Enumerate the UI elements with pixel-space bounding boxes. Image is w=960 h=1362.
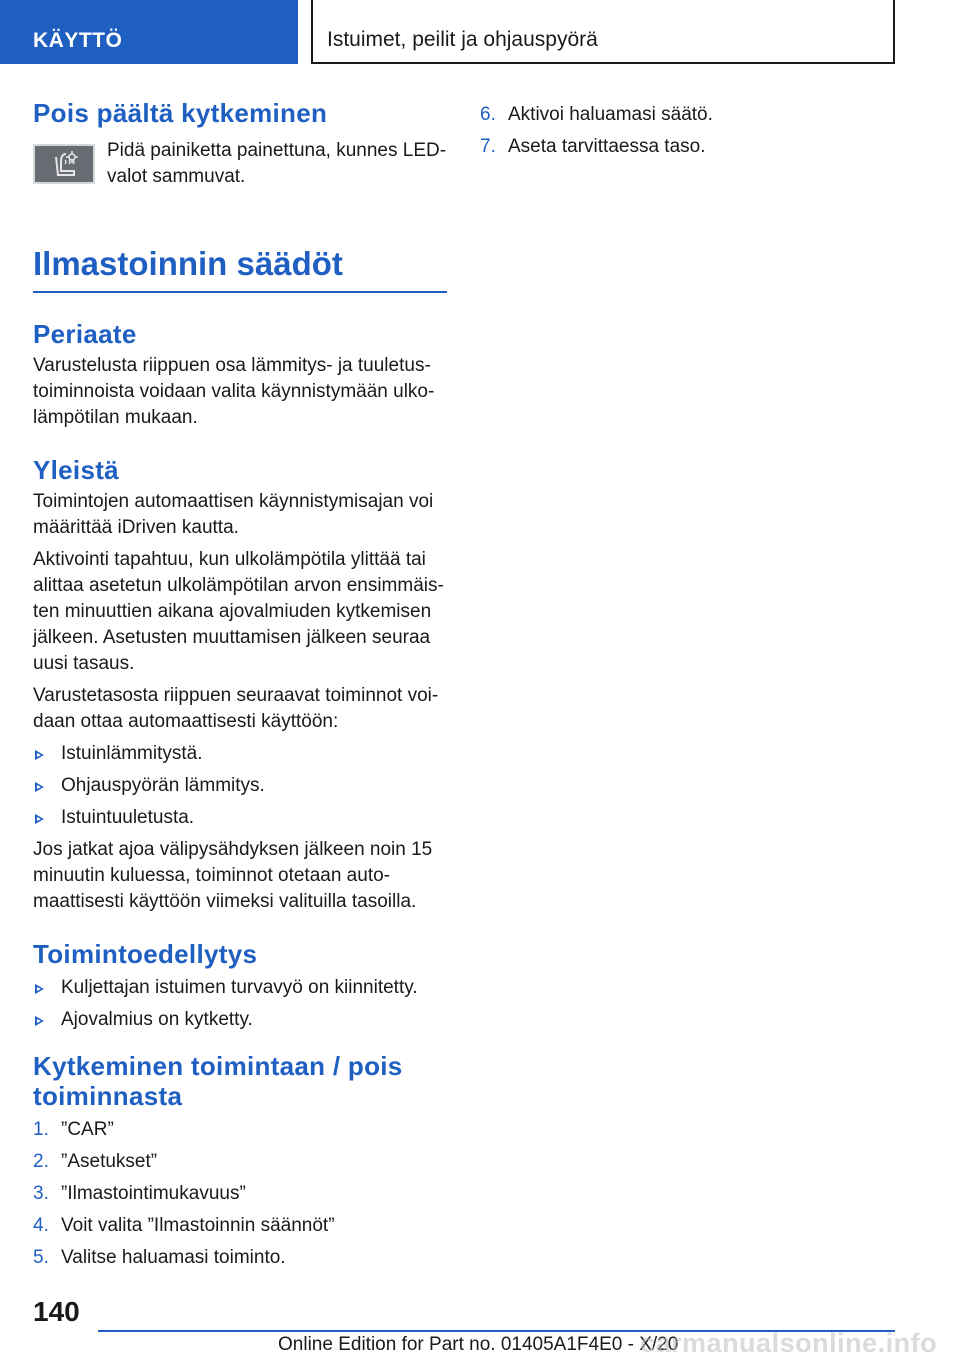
list-item: Ohjauspyörän lämmitys.: [33, 773, 447, 799]
general-paragraph-1: Toimintojen automaattisen käynnistymisajan voi määrittää iDriven kautta.: [33, 491, 434, 538]
triangle-bullet-icon: [35, 750, 44, 760]
footer-edition-text: Online Edition for Part no. 01405A1F4E0 - X/20: [278, 1334, 679, 1355]
principle-text: Varustelusta riippuen osa lämmitys- ja tuuletus-toiminnoista voidaan valita käynnistymään ulko-lämpötilan mukaan.: [33, 355, 435, 428]
off-section-text: Pidä painiketta painettuna, kunnes LED-valot sammuvat.: [107, 140, 447, 187]
general-closing-text: Jos jatkat ajoa välipysähdyksen jälkeen noin 15 minuutin kuluessa, toiminnot otetaan auto-maattisesti käyttöön viimeksi valituilla tasoilla.: [33, 839, 433, 912]
off-section-row: [33, 138, 447, 190]
list-item: 1. ”CAR”: [33, 1119, 114, 1140]
general-heading: Yleistä: [33, 455, 119, 485]
toggle-heading: Kytkeminen toimintaan / pois toiminnasta: [33, 1051, 403, 1111]
off-section-heading: Pois päältä kytkeminen: [33, 98, 328, 128]
toggle-steps-list-continued: [480, 102, 900, 160]
list-item: Ajovalmius on kytketty.: [33, 1007, 447, 1033]
triangle-bullet-icon: [35, 814, 44, 824]
principle-heading: Periaate: [33, 319, 137, 349]
list-item: 7. Aseta tarvittaessa taso.: [480, 136, 706, 157]
list-item: 6. Aktivoi haluamasi säätö.: [480, 104, 713, 125]
watermark: carmanualsonline.info: [640, 1328, 938, 1358]
triangle-bullet-icon: [35, 1016, 44, 1026]
header-chapter-title: Istuimet, peilit ja ohjauspyörä: [311, 0, 895, 64]
requirements-bullet-list: [33, 975, 447, 1033]
list-item: 4. Voit valita ”Ilmastoinnin säännöt”: [33, 1215, 335, 1236]
main-heading: Ilmastoinnin säädöt: [33, 245, 343, 282]
triangle-bullet-icon: [35, 782, 44, 792]
right-column: [480, 98, 900, 166]
list-item: 2. ”Asetukset”: [33, 1151, 158, 1172]
list-item: Istuinlämmitystä.: [33, 741, 447, 767]
heading-rule: [33, 291, 447, 293]
general-paragraph-2: Aktivointi tapahtuu, kun ulkolämpötila ylittää tai alittaa asetetun ulkolämpötilan arvon ensimmäis-ten minuuttien aikana ajovalmiuden kytkemisen jälkeen. Asetusten muuttamisen jälkeen seuraa uusi tasaus.: [33, 549, 444, 674]
list-item: Istuintuuletusta.: [33, 805, 447, 831]
header-section-tab: KÄYTTÖ: [0, 0, 298, 64]
general-bullet-list: [33, 741, 447, 831]
list-item: 3. ”Ilmastointimukavuus”: [33, 1183, 246, 1204]
list-item: 5. Valitse haluamasi toiminto.: [33, 1247, 286, 1268]
left-column: [33, 98, 447, 1277]
seat-ventilation-icon: [33, 144, 95, 184]
triangle-bullet-icon: [35, 984, 44, 994]
page-number: 140: [33, 1296, 80, 1327]
requirements-heading: Toimintoedellytys: [33, 939, 258, 969]
toggle-steps-list: [33, 1117, 447, 1271]
general-paragraph-3: Varustetasosta riippuen seuraavat toiminnot voi-daan ottaa automaattisesti käyttöön:: [33, 685, 439, 732]
list-item: Kuljettajan istuimen turvavyö on kiinnitetty.: [33, 975, 447, 1001]
